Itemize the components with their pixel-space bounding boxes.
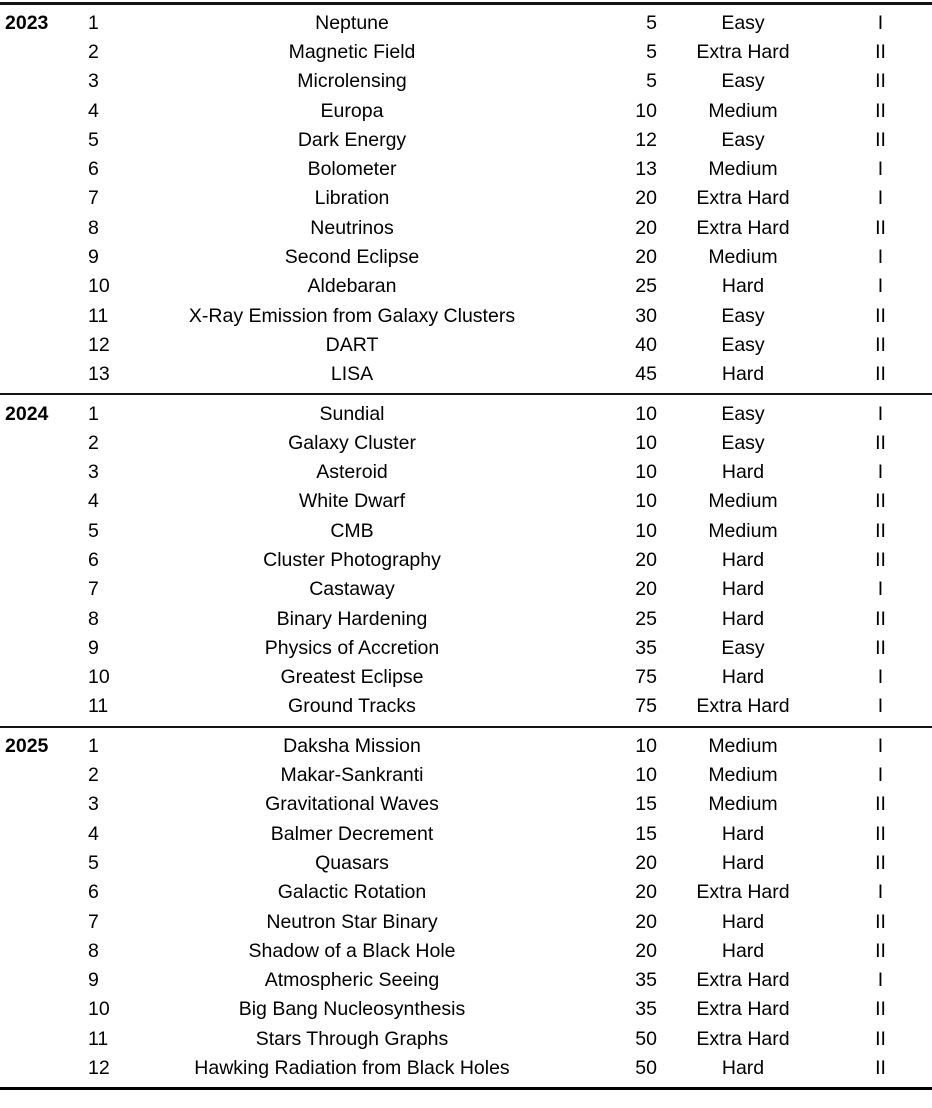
problem-name: Binary Hardening (276, 607, 428, 630)
points-value: 20 (635, 851, 657, 874)
paper-set-numeral: I (877, 158, 884, 181)
problem-name: White Dwarf (298, 490, 406, 513)
points-value: 20 (635, 187, 657, 210)
paper-set-numeral: II (875, 363, 886, 386)
problem-name: Asteroid (316, 461, 388, 484)
problem-name: Aldebaran (307, 275, 397, 298)
problem-name: Greatest Eclipse (280, 666, 424, 689)
points-value: 35 (635, 998, 657, 1021)
paper-set-numeral: I (877, 881, 884, 904)
table-row (0, 546, 932, 575)
points-value: 12 (635, 128, 657, 151)
difficulty-label: Easy (721, 402, 765, 425)
problem-number: 10 (88, 275, 110, 298)
difficulty-label: Medium (708, 734, 778, 757)
paper-set-numeral: I (877, 275, 884, 298)
paper-set-numeral: II (875, 1027, 886, 1050)
points-value: 25 (635, 275, 657, 298)
table-row (0, 732, 932, 761)
difficulty-label: Easy (721, 636, 765, 659)
paper-set-numeral: I (877, 402, 884, 425)
table-row (0, 878, 932, 907)
problem-number: 6 (88, 548, 99, 571)
points-value: 30 (635, 304, 657, 327)
table-row (0, 243, 932, 272)
problem-name: Microlensing (297, 70, 407, 93)
table-row (0, 820, 932, 849)
table-row (0, 692, 932, 721)
points-value: 50 (635, 1027, 657, 1050)
points-value: 15 (635, 793, 657, 816)
problem-number: 6 (88, 881, 99, 904)
table-row (0, 38, 932, 67)
problem-name: Galactic Rotation (277, 881, 427, 904)
table-row (0, 214, 932, 243)
difficulty-label: Hard (721, 275, 765, 298)
table-row (0, 301, 932, 330)
problem-name: LISA (330, 363, 374, 386)
problem-number: 2 (88, 40, 99, 63)
table-row (0, 429, 932, 458)
paper-set-numeral: II (875, 636, 886, 659)
difficulty-label: Medium (708, 793, 778, 816)
year-section-2025 (0, 728, 932, 1088)
problems-table (0, 2, 932, 1090)
table-row (0, 184, 932, 213)
points-value: 10 (635, 461, 657, 484)
problem-number: 5 (88, 851, 99, 874)
paper-set-numeral: II (875, 128, 886, 151)
problem-number: 7 (88, 910, 99, 933)
paper-set-numeral: II (875, 998, 886, 1021)
problem-name: CMB (330, 519, 374, 542)
problem-number: 10 (88, 998, 110, 1021)
table-row (0, 399, 932, 428)
paper-set-numeral: II (875, 519, 886, 542)
difficulty-label: Hard (721, 363, 765, 386)
paper-set-numeral: I (877, 734, 884, 757)
paper-set-numeral: II (875, 70, 886, 93)
problem-number: 12 (88, 333, 110, 356)
problem-number: 4 (88, 99, 99, 122)
problem-number: 11 (88, 304, 109, 327)
problem-number: 6 (88, 158, 99, 181)
problem-name: X-Ray Emission from Galaxy Clusters (188, 304, 516, 327)
problem-name: Quasars (315, 851, 389, 874)
paper-set-numeral: II (875, 304, 886, 327)
problem-name: Makar-Sankranti (280, 764, 424, 787)
year-cell: 2024 (5, 402, 49, 425)
paper-set-numeral: II (875, 939, 886, 962)
points-value: 35 (635, 636, 657, 659)
points-value: 13 (635, 158, 657, 181)
difficulty-label: Medium (708, 99, 778, 122)
table-row (0, 517, 932, 546)
table-row (0, 849, 932, 878)
points-value: 20 (635, 216, 657, 239)
problem-name: Castaway (309, 578, 395, 601)
table-row (0, 634, 932, 663)
paper-set-numeral: II (875, 333, 886, 356)
paper-set-numeral: II (875, 822, 886, 845)
problem-name: Stars Through Graphs (255, 1027, 449, 1050)
problem-number: 8 (88, 939, 99, 962)
table-row (0, 360, 932, 389)
problem-number: 7 (88, 578, 99, 601)
paper-set-numeral: II (875, 607, 886, 630)
table-row (0, 575, 932, 604)
points-value: 20 (635, 246, 657, 269)
difficulty-label: Extra Hard (696, 969, 790, 992)
paper-set-numeral: II (875, 216, 886, 239)
difficulty-label: Hard (721, 666, 765, 689)
table-row (0, 272, 932, 301)
paper-set-numeral: I (877, 695, 884, 718)
difficulty-label: Easy (721, 11, 765, 34)
points-value: 15 (635, 822, 657, 845)
year-section-2023 (0, 5, 932, 394)
paper-set-numeral: I (877, 461, 884, 484)
difficulty-label: Extra Hard (696, 998, 790, 1021)
points-value: 20 (635, 910, 657, 933)
paper-set-numeral: I (877, 969, 884, 992)
problem-number: 11 (88, 695, 109, 718)
problem-number: 13 (88, 363, 110, 386)
problem-name: Bolometer (307, 158, 397, 181)
difficulty-label: Medium (708, 519, 778, 542)
paper-set-numeral: II (875, 99, 886, 122)
problem-number: 10 (88, 666, 110, 689)
difficulty-label: Hard (721, 607, 765, 630)
paper-set-numeral: I (877, 246, 884, 269)
paper-set-numeral: I (877, 666, 884, 689)
table-row (0, 966, 932, 995)
difficulty-label: Hard (721, 461, 765, 484)
table-row (0, 907, 932, 936)
problem-number: 11 (88, 1027, 109, 1050)
difficulty-label: Easy (721, 128, 765, 151)
table-row (0, 995, 932, 1024)
table-row (0, 458, 932, 487)
paper-set-numeral: II (875, 793, 886, 816)
problem-name: Big Bang Nucleosynthesis (238, 998, 466, 1021)
problem-number: 8 (88, 607, 99, 630)
table-row (0, 1054, 932, 1083)
points-value: 20 (635, 548, 657, 571)
paper-set-numeral: II (875, 548, 886, 571)
problem-name: Sundial (319, 402, 385, 425)
difficulty-label: Easy (721, 304, 765, 327)
points-value: 25 (635, 607, 657, 630)
points-value: 5 (646, 70, 657, 93)
points-value: 20 (635, 881, 657, 904)
difficulty-label: Easy (721, 70, 765, 93)
paper-set-numeral: I (877, 187, 884, 210)
table-row (0, 155, 932, 184)
difficulty-label: Medium (708, 158, 778, 181)
problem-name: Daksha Mission (283, 734, 421, 757)
year-section-2024 (0, 395, 932, 725)
table-row (0, 9, 932, 38)
table-row (0, 67, 932, 96)
table-row (0, 96, 932, 125)
table-row (0, 663, 932, 692)
problem-number: 3 (88, 70, 99, 93)
problem-name: Magnetic Field (288, 40, 416, 63)
difficulty-label: Hard (721, 1057, 765, 1080)
problem-number: 3 (88, 793, 99, 816)
paper-set-numeral: II (875, 1057, 886, 1080)
problem-number: 7 (88, 187, 99, 210)
paper-set-numeral: II (875, 851, 886, 874)
points-value: 10 (635, 734, 657, 757)
problem-name: Neutrinos (310, 216, 394, 239)
table-row (0, 937, 932, 966)
problem-name: Atmospheric Seeing (264, 969, 440, 992)
paper-set-numeral: II (875, 490, 886, 513)
table-row (0, 331, 932, 360)
paper-set-numeral: I (877, 578, 884, 601)
paper-set-numeral: II (875, 40, 886, 63)
problem-number: 9 (88, 969, 99, 992)
problem-number: 1 (88, 734, 99, 757)
problem-name: Balmer Decrement (270, 822, 434, 845)
table-row (0, 487, 932, 516)
problem-number: 9 (88, 636, 99, 659)
difficulty-label: Easy (721, 333, 765, 356)
problem-name: Second Eclipse (284, 246, 420, 269)
table-row (0, 604, 932, 633)
problem-name: Ground Tracks (288, 695, 416, 718)
problem-number: 12 (88, 1057, 110, 1080)
difficulty-label: Hard (721, 822, 765, 845)
difficulty-label: Medium (708, 764, 778, 787)
problem-number: 4 (88, 490, 99, 513)
difficulty-label: Easy (721, 431, 765, 454)
problem-name: Gravitational Waves (265, 793, 439, 816)
problem-name: Hawking Radiation from Black Holes (194, 1057, 510, 1080)
problem-number: 5 (88, 519, 99, 542)
year-cell: 2023 (5, 11, 49, 34)
problem-name: Shadow of a Black Hole (248, 939, 456, 962)
table-row (0, 126, 932, 155)
difficulty-label: Hard (721, 578, 765, 601)
points-value: 10 (635, 99, 657, 122)
points-value: 10 (635, 519, 657, 542)
difficulty-label: Extra Hard (696, 216, 790, 239)
problem-name: Libration (314, 187, 390, 210)
points-value: 75 (635, 666, 657, 689)
difficulty-label: Hard (721, 851, 765, 874)
paper-set-numeral: I (877, 11, 884, 34)
problem-number: 2 (88, 764, 99, 787)
problem-name: Galaxy Cluster (288, 431, 416, 454)
points-value: 10 (635, 402, 657, 425)
problem-name: Europa (320, 99, 384, 122)
table-bottom-rule (0, 1087, 932, 1090)
points-value: 35 (635, 969, 657, 992)
table-row (0, 761, 932, 790)
problem-number: 8 (88, 216, 99, 239)
difficulty-label: Hard (721, 939, 765, 962)
problem-number: 1 (88, 11, 99, 34)
paper-set-numeral: II (875, 910, 886, 933)
problem-name: Physics of Accretion (264, 636, 440, 659)
problem-number: 3 (88, 461, 99, 484)
problem-number: 4 (88, 822, 99, 845)
problem-name: DART (325, 333, 379, 356)
points-value: 10 (635, 764, 657, 787)
points-value: 50 (635, 1057, 657, 1080)
difficulty-label: Extra Hard (696, 187, 790, 210)
points-value: 10 (635, 490, 657, 513)
table-row (0, 790, 932, 819)
points-value: 5 (646, 11, 657, 34)
difficulty-label: Extra Hard (696, 40, 790, 63)
problem-name: Neutron Star Binary (266, 910, 438, 933)
difficulty-label: Hard (721, 910, 765, 933)
points-value: 20 (635, 939, 657, 962)
problem-number: 5 (88, 128, 99, 151)
points-value: 5 (646, 40, 657, 63)
table-body (0, 5, 932, 1088)
points-value: 40 (635, 333, 657, 356)
difficulty-label: Medium (708, 246, 778, 269)
paper-set-numeral: II (875, 431, 886, 454)
problem-number: 2 (88, 431, 99, 454)
difficulty-label: Extra Hard (696, 695, 790, 718)
problem-number: 9 (88, 246, 99, 269)
difficulty-label: Extra Hard (696, 1027, 790, 1050)
year-cell: 2025 (5, 734, 49, 757)
problem-name: Dark Energy (297, 128, 407, 151)
problem-name: Neptune (315, 11, 389, 34)
points-value: 10 (635, 431, 657, 454)
difficulty-label: Hard (721, 548, 765, 571)
paper-set-numeral: I (877, 764, 884, 787)
points-value: 75 (635, 695, 657, 718)
problem-name: Cluster Photography (263, 548, 441, 571)
problem-number: 1 (88, 402, 99, 425)
difficulty-label: Medium (708, 490, 778, 513)
points-value: 20 (635, 578, 657, 601)
difficulty-label: Extra Hard (696, 881, 790, 904)
table-row (0, 1025, 932, 1054)
points-value: 45 (635, 363, 657, 386)
